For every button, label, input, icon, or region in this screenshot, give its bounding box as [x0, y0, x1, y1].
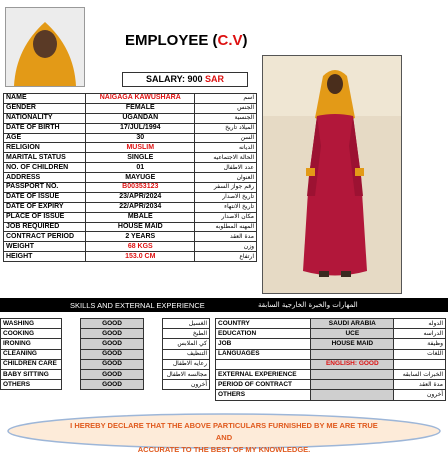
details-row — [4, 173, 257, 183]
skill-arabic: الغسيل — [163, 319, 210, 329]
details-row — [4, 192, 257, 202]
experience-arabic: مدة العقد — [394, 380, 446, 390]
detail-value: SINGLE — [86, 153, 195, 163]
details-row — [4, 143, 257, 153]
detail-label: GENDER — [4, 103, 86, 113]
skill-level: GOOD — [81, 359, 144, 369]
experience-arabic: الدراسه — [394, 329, 446, 339]
detail-value: 22/APR/2034 — [86, 202, 195, 212]
detail-value: B00353123 — [86, 183, 195, 193]
details-row — [4, 153, 257, 163]
skill-level: GOOD — [81, 319, 144, 329]
details-row — [4, 163, 257, 173]
skill-row — [1, 349, 210, 359]
skill-level: GOOD — [81, 329, 144, 339]
skill-level: GOOD — [81, 380, 144, 390]
details-row — [4, 232, 257, 242]
detail-arabic-label: اسم — [195, 94, 257, 104]
detail-label: NO. OF CHILDREN — [4, 163, 86, 173]
salary-box: SALARY: 900 SAR — [122, 72, 248, 87]
skill-name: CLEANING — [1, 349, 62, 359]
detail-arabic-label: رقم جواز السفر — [195, 183, 257, 193]
declaration-box — [4, 412, 444, 454]
detail-label: NATIONALITY — [4, 113, 86, 123]
detail-label: DATE OF EXPIRY — [4, 202, 86, 212]
detail-arabic-label: عدد الاطفال — [195, 163, 257, 173]
detail-arabic-label: ارتفاع — [195, 252, 257, 262]
full-body-photo — [262, 55, 402, 294]
experience-label: OTHERS — [216, 390, 311, 400]
experience-value — [311, 380, 394, 390]
detail-label: CONTRACT PERIOD — [4, 232, 86, 242]
experience-arabic: أخرون — [394, 390, 446, 400]
skills-header-english: SKILLS AND EXTERNAL EXPERIENCE — [70, 301, 205, 310]
experience-table — [215, 318, 446, 401]
experience-arabic: الخبرات السابقه — [394, 369, 446, 379]
detail-value: HOUSE MAID — [86, 222, 195, 232]
experience-row — [216, 359, 446, 369]
details-row — [4, 183, 257, 193]
skill-name: BABY SITTING — [1, 369, 62, 379]
skill-arabic: الطبخ — [163, 329, 210, 339]
detail-arabic-label: السن — [195, 133, 257, 143]
skill-row — [1, 359, 210, 369]
experience-arabic: اللغات — [394, 349, 446, 359]
detail-arabic-label: مدة العقد — [195, 232, 257, 242]
experience-label: EXTERNAL EXPERIENCE — [216, 369, 311, 379]
skills-header-arabic: المهارات والخبرة الخارجية السابقة — [258, 301, 358, 309]
details-row — [4, 212, 257, 222]
skill-gap — [144, 339, 163, 349]
details-row — [4, 133, 257, 143]
detail-value: 30 — [86, 133, 195, 143]
skill-gap — [62, 339, 81, 349]
skill-row — [1, 339, 210, 349]
experience-row — [216, 329, 446, 339]
experience-label: PERIOD OF CONTRACT — [216, 380, 311, 390]
skill-name: COOKING — [1, 329, 62, 339]
skill-name: OTHERS — [1, 380, 62, 390]
detail-value: 17/JUL/1994 — [86, 123, 195, 133]
experience-arabic: الدوله — [394, 319, 446, 329]
detail-value: 2 YEARS — [86, 232, 195, 242]
detail-arabic-label: الديانه — [195, 143, 257, 153]
detail-label: DATE OF ISSUE — [4, 192, 86, 202]
detail-value: 01 — [86, 163, 195, 173]
detail-arabic-label: تاريخ الاصدار — [195, 192, 257, 202]
detail-label: JOB REQUIRED — [4, 222, 86, 232]
skill-arabic: مجالسه الاطفال — [163, 369, 210, 379]
detail-label: WEIGHT — [4, 242, 86, 252]
skill-arabic: رعايه الاطفال — [163, 359, 210, 369]
declaration-text — [64, 420, 384, 456]
skill-gap — [62, 349, 81, 359]
detail-value: FEMALE — [86, 103, 195, 113]
experience-row — [216, 339, 446, 349]
declaration-line-1: I HEREBY DECLARE THAT THE ABOVE PARTICULARS FURNISHED BY ME ARE TRUE AND — [70, 421, 378, 442]
skill-level: GOOD — [81, 369, 144, 379]
detail-arabic-label: الحالة الاجتماعيه — [195, 153, 257, 163]
skill-gap — [62, 380, 81, 390]
detail-label: DATE OF BIRTH — [4, 123, 86, 133]
skill-level: GOOD — [81, 339, 144, 349]
detail-label: NAME — [4, 94, 86, 104]
skill-gap — [62, 369, 81, 379]
experience-label — [216, 359, 311, 369]
details-row — [4, 242, 257, 252]
detail-value: NAIGAGA KAWUSHARA — [86, 94, 195, 104]
skill-gap — [62, 329, 81, 339]
experience-value — [311, 349, 394, 359]
experience-value — [311, 390, 394, 400]
details-row — [4, 123, 257, 133]
detail-arabic-label: مكان الاصدار — [195, 212, 257, 222]
skill-gap — [62, 319, 81, 329]
details-row — [4, 94, 257, 104]
skill-row — [1, 319, 210, 329]
experience-row — [216, 390, 446, 400]
experience-row — [216, 380, 446, 390]
skill-gap — [144, 349, 163, 359]
experience-value: SAUDI ARABIA — [311, 319, 394, 329]
skill-level: GOOD — [81, 349, 144, 359]
detail-value: MBALE — [86, 212, 195, 222]
skill-gap — [144, 329, 163, 339]
detail-label: PASSPORT NO. — [4, 183, 86, 193]
page-title: EMPLOYEE (C.V) — [125, 32, 248, 49]
detail-label: ADDRESS — [4, 173, 86, 183]
skills-table — [0, 318, 210, 390]
experience-arabic: وظيفة — [394, 339, 446, 349]
experience-value — [311, 369, 394, 379]
details-row — [4, 252, 257, 262]
personal-details-table — [3, 93, 257, 262]
detail-value: MUSLIM — [86, 143, 195, 153]
detail-arabic-label: الميلاد تاريخ — [195, 123, 257, 133]
details-row — [4, 113, 257, 123]
portrait-photo-small — [5, 7, 85, 87]
skill-name: WASHING — [1, 319, 62, 329]
detail-value: MAYUGE — [86, 173, 195, 183]
skill-row — [1, 369, 210, 379]
skill-arabic: التنظيف — [163, 349, 210, 359]
declaration-line-2: ACCURATE TO THE BEST OF MY KNOWLEDGE. — [137, 445, 311, 454]
skill-row — [1, 329, 210, 339]
experience-label: COUNTRY — [216, 319, 311, 329]
experience-value: HOUSE MAID — [311, 339, 394, 349]
skill-gap — [144, 359, 163, 369]
detail-arabic-label: الجنسية — [195, 113, 257, 123]
experience-label: JOB — [216, 339, 311, 349]
detail-value: 68 KGS — [86, 242, 195, 252]
detail-label: PLACE OF ISSUE — [4, 212, 86, 222]
skill-gap — [144, 369, 163, 379]
detail-arabic-label: الجنس — [195, 103, 257, 113]
details-row — [4, 103, 257, 113]
detail-arabic-label: تاريخ الانتهاء — [195, 202, 257, 212]
experience-label: EDUCATION — [216, 329, 311, 339]
experience-row — [216, 319, 446, 329]
skill-gap — [144, 380, 163, 390]
detail-arabic-label: المهنه المطلوبه — [195, 222, 257, 232]
detail-label: HEIGHT — [4, 252, 86, 262]
experience-label: LANGUAGES — [216, 349, 311, 359]
detail-arabic-label: وزن — [195, 242, 257, 252]
skill-gap — [144, 319, 163, 329]
experience-value: UCE — [311, 329, 394, 339]
skill-arabic: أخرون — [163, 380, 210, 390]
experience-arabic — [394, 359, 446, 369]
experience-row — [216, 349, 446, 359]
detail-value: 153.0 CM — [86, 252, 195, 262]
detail-label: MARITAL STATUS — [4, 153, 86, 163]
detail-label: AGE — [4, 133, 86, 143]
experience-value: ENGLISH: GOOD — [311, 359, 394, 369]
skill-gap — [62, 359, 81, 369]
skill-name: CHILDREN CARE — [1, 359, 62, 369]
skill-arabic: كي الملابس — [163, 339, 210, 349]
skills-section-header — [0, 298, 448, 312]
skill-row — [1, 380, 210, 390]
detail-value: 23/APR/2024 — [86, 192, 195, 202]
details-row — [4, 222, 257, 232]
skill-name: IRONING — [1, 339, 62, 349]
experience-row — [216, 369, 446, 379]
detail-label: RELIGION — [4, 143, 86, 153]
detail-value: UGANDAN — [86, 113, 195, 123]
detail-arabic-label: العنوان — [195, 173, 257, 183]
details-row — [4, 202, 257, 212]
